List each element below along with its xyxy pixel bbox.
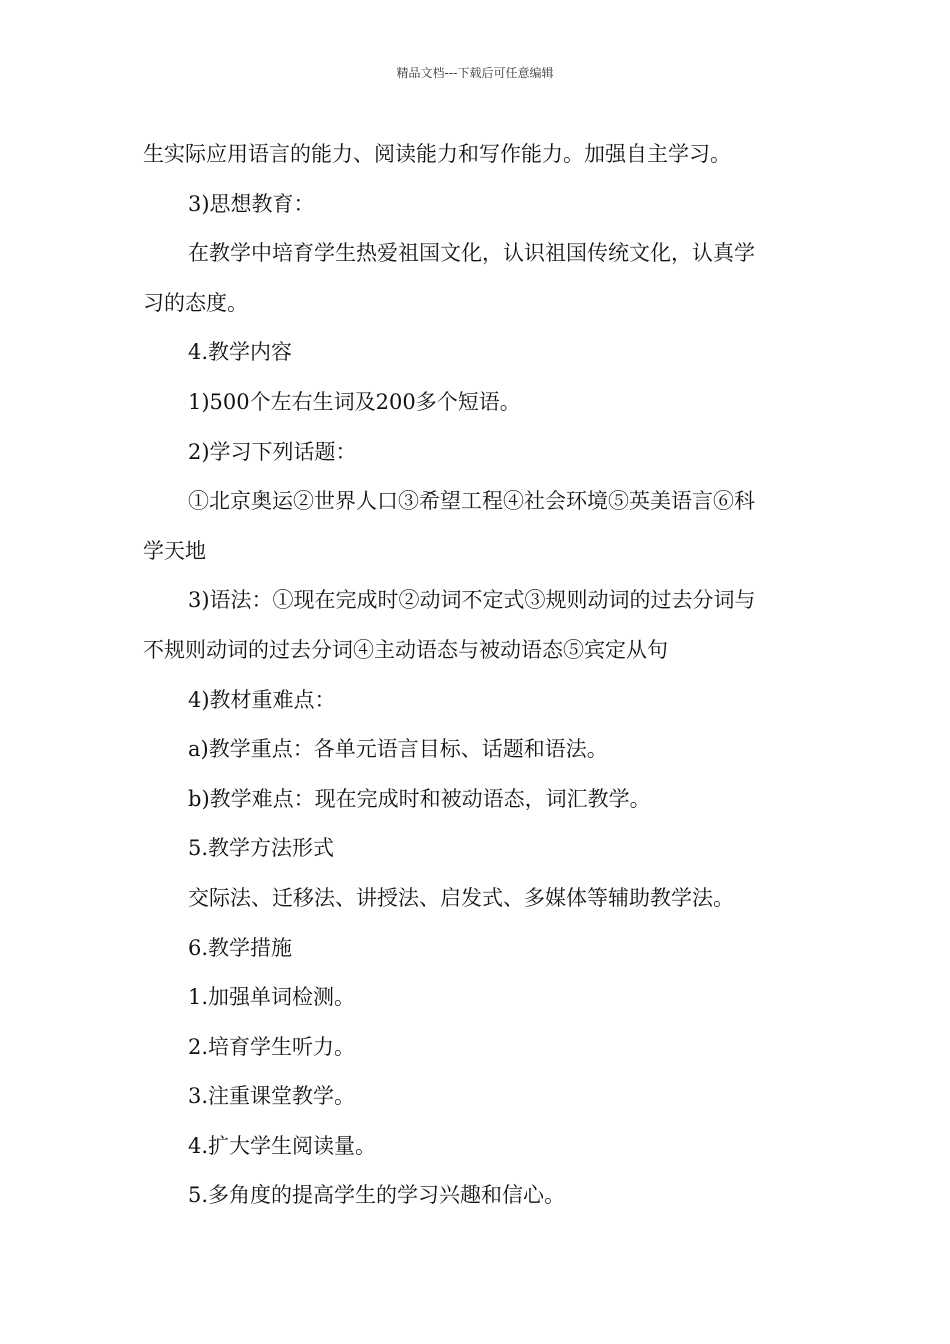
list-item: 1.加强单词检测。 <box>188 985 356 1010</box>
page-header: 精品文档---下载后可任意编辑 <box>396 66 554 80</box>
body-line: 3)思想教育： <box>188 191 315 216</box>
section-heading: 5.教学方法形式 <box>188 836 335 861</box>
body-line: 3)语法：①现在完成时②动词不定式③规则动词的过去分词与 <box>188 588 756 613</box>
section-heading: 4.教学内容 <box>188 340 293 365</box>
body-line: 交际法、迁移法、讲授法、启发式、多媒体等辅助教学法。 <box>188 885 734 910</box>
body-line: 生实际应用语言的能力、阅读能力和写作能力。加强自主学习。 <box>143 142 731 166</box>
list-item: 5.多角度的提高学生的学习兴趣和信心。 <box>188 1183 566 1208</box>
body-line: 学天地 <box>143 538 206 563</box>
section-heading: 6.教学措施 <box>188 935 293 960</box>
list-item: 4.扩大学生阅读量。 <box>188 1133 377 1158</box>
body-line: 1)500个左右生词及200多个短语。 <box>188 389 521 414</box>
body-line: 习的态度。 <box>143 290 248 315</box>
list-item: 2.培育学生听力。 <box>188 1034 356 1059</box>
list-item: 3.注重课堂教学。 <box>188 1084 356 1109</box>
body-line: b)教学难点：现在完成时和被动语态，词汇教学。 <box>188 786 651 811</box>
body-line: 4)教材重难点： <box>188 687 336 712</box>
body-line: 不规则动词的过去分词④主动语态与被动语态⑤宾定从句 <box>143 637 668 662</box>
document-body <box>143 130 807 1221</box>
body-line: 在教学中培育学生热爱祖国文化，认识祖国传统文化，认真学 <box>188 241 755 266</box>
body-line: ①北京奥运②世界人口③希望工程④社会环境⑤英美语言⑥科 <box>188 489 755 514</box>
body-line: 2)学习下列话题： <box>188 439 357 464</box>
body-line: a)教学重点：各单元语言目标、话题和语法。 <box>188 737 608 762</box>
